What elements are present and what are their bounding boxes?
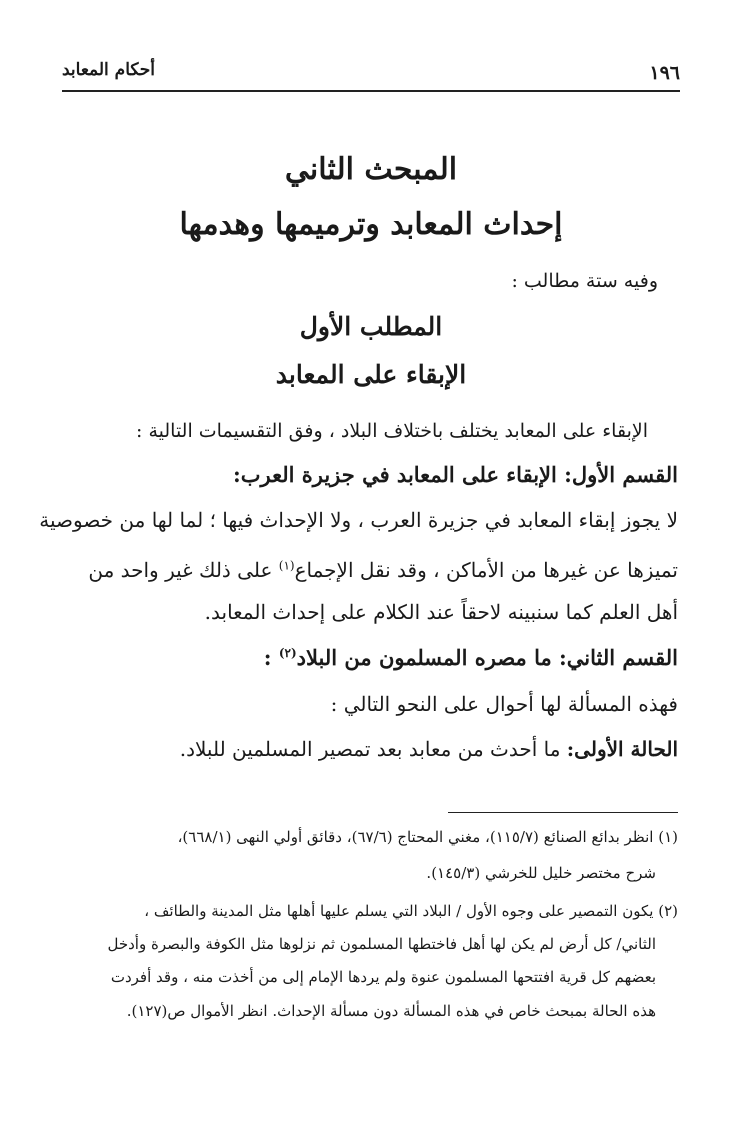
case-1-text: ما أحدث من معابد بعد تمصير المسلمين للبلاد. [179, 737, 567, 761]
body-line-2-text-b: على ذلك غير واحد من [88, 558, 279, 582]
paragraph-intro: الإبقاء على المعابد يختلف باختلاف البلاد ، وفق التقسيمات التالية : [136, 420, 648, 442]
footnote-divider [448, 812, 678, 813]
body-line-2-text-a: تميزها عن غيرها من الأماكن ، وقد نقل الإجماع [294, 558, 678, 582]
footnote-2-line-1: (٢) يكون التمصير على وجوه الأول / البلاد التي يسلم عليها أهلها مثل المدينة والطائف ، [144, 902, 678, 920]
part2-heading-colon: : [263, 645, 279, 670]
section-title: الإبقاء على المعابد [275, 360, 467, 389]
footnote-ref-1[interactable]: (١) [278, 558, 295, 573]
body-line-1: لا يجوز إبقاء المعابد في جزيرة العرب ، ولا الإحداث فيها ؛ لما لها من خصوصية [39, 508, 678, 532]
footnote-ref-2[interactable]: (٢) [278, 646, 297, 660]
part2-heading [264, 645, 678, 670]
page-number: ١٩٦ [649, 62, 680, 84]
book-title: أحكام المعابد [62, 60, 156, 80]
chapter-title: إحداث المعابد وترميمها وهدمها [179, 207, 563, 242]
footnote-1-line-2: شرح مختصر خليل للخرشي (١٤٥/٣). [426, 864, 656, 882]
part2-heading-text: القسم الثاني: ما مصره المسلمون من البلاد [296, 645, 678, 670]
body-line-2 [88, 558, 678, 582]
intro-line: وفيه ستة مطالب : [511, 270, 658, 292]
body-line-4: فهذه المسألة لها أحوال على النحو التالي : [330, 692, 678, 716]
case-1-label: الحالة الأولى: [566, 737, 678, 761]
footnote-1-line-1: (١) انظر بدائع الصنائع (١١٥/٧)، مغني المحتاج (٦٧/٦)، دقائق أولي النهى (٦٦٨/١)، [177, 828, 678, 846]
chapter-heading: المبحث الثاني [284, 152, 458, 187]
section-heading: المطلب الأول [299, 312, 443, 341]
case-1-line [180, 737, 678, 761]
footnote-2-line-2: الثاني/ كل أرض لم يكن لها أهل فاختطها المسلمون ثم نزلوها مثل الكوفة والبصرة وأدخل [107, 935, 656, 953]
footnote-2-line-4: هذه الحالة بمبحث خاص في هذه المسألة دون مسألة الإحداث. انظر الأموال ص(١٢٧). [126, 1002, 656, 1020]
footnote-2-line-3: بعضهم كل قرية افتتحها المسلمون عنوة ولم يردها الإمام إلى من أخذت منه ، وقد أفردت [110, 968, 656, 986]
part1-heading: القسم الأول: الإبقاء على المعابد في جزيرة العرب: [232, 462, 678, 487]
body-line-3: أهل العلم كما سنبينه لاحقاً عند الكلام على إحداث المعابد. [204, 600, 678, 624]
running-header [62, 50, 680, 92]
